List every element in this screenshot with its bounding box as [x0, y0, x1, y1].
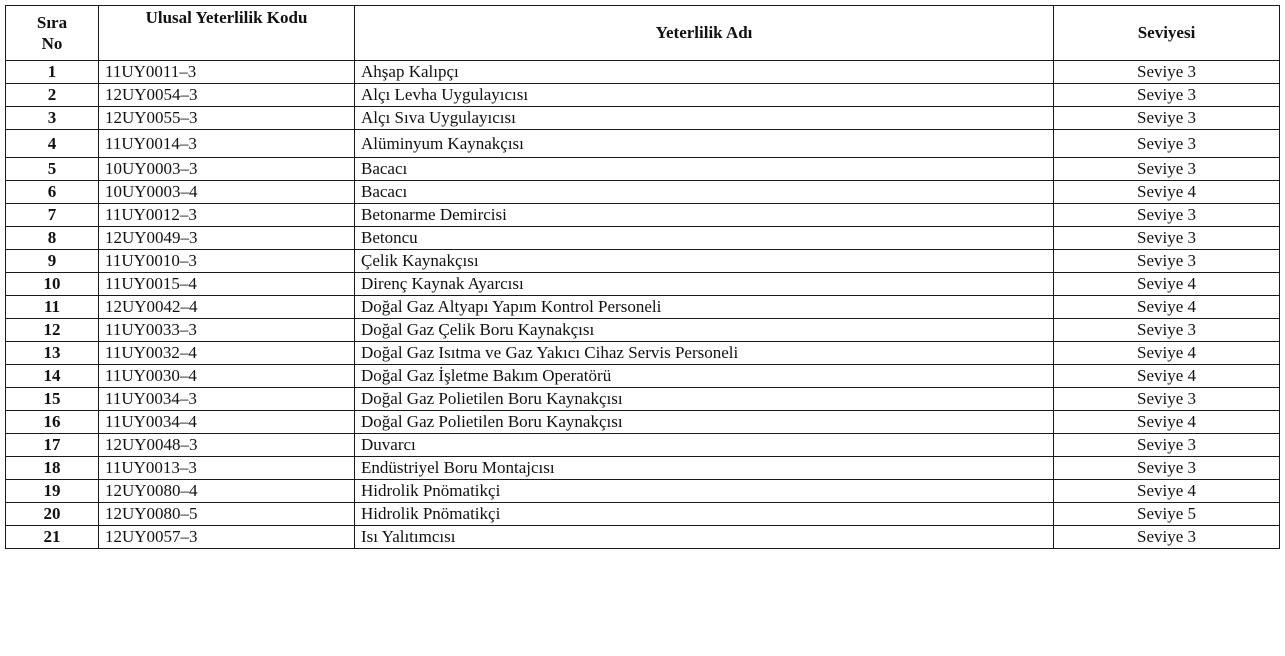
row-qualification-name: Direnç Kaynak Ayarcısı	[355, 273, 1054, 296]
table-row	[6, 365, 1280, 388]
row-sequence-no: 14	[6, 365, 99, 388]
row-sequence-no: 12	[6, 319, 99, 342]
row-level: Seviye 3	[1054, 84, 1280, 107]
qualifications-table	[5, 5, 1280, 549]
header-level: Seviyesi	[1054, 6, 1280, 61]
table-row	[6, 227, 1280, 250]
row-level: Seviye 5	[1054, 503, 1280, 526]
row-level: Seviye 4	[1054, 365, 1280, 388]
row-qualification-name: Doğal Gaz Altyapı Yapım Kontrol Personeli	[355, 296, 1054, 319]
header-qualification-name: Yeterlilik Adı	[355, 6, 1054, 61]
row-sequence-no: 13	[6, 342, 99, 365]
row-sequence-no: 1	[6, 61, 99, 84]
table-header	[6, 6, 1280, 61]
table-row	[6, 526, 1280, 549]
row-level: Seviye 4	[1054, 480, 1280, 503]
row-sequence-no: 15	[6, 388, 99, 411]
row-level: Seviye 4	[1054, 273, 1280, 296]
table-row	[6, 204, 1280, 227]
table-row	[6, 107, 1280, 130]
row-qualification-name: Doğal Gaz Polietilen Boru Kaynakçısı	[355, 388, 1054, 411]
row-qualification-name: Isı Yalıtımcısı	[355, 526, 1054, 549]
row-sequence-no: 17	[6, 434, 99, 457]
row-level: Seviye 4	[1054, 296, 1280, 319]
row-national-code: 10UY0003–3	[99, 158, 355, 181]
row-sequence-no: 18	[6, 457, 99, 480]
row-qualification-name: Doğal Gaz Isıtma ve Gaz Yakıcı Cihaz Servis Personeli	[355, 342, 1054, 365]
table-row	[6, 411, 1280, 434]
row-level: Seviye 3	[1054, 457, 1280, 480]
row-qualification-name: Betoncu	[355, 227, 1054, 250]
table-body	[6, 61, 1280, 549]
row-qualification-name: Alçı Sıva Uygulayıcısı	[355, 107, 1054, 130]
row-qualification-name: Doğal Gaz İşletme Bakım Operatörü	[355, 365, 1054, 388]
row-level: Seviye 3	[1054, 158, 1280, 181]
row-national-code: 12UY0054–3	[99, 84, 355, 107]
row-national-code: 11UY0010–3	[99, 250, 355, 273]
row-national-code: 11UY0034–4	[99, 411, 355, 434]
row-sequence-no: 4	[6, 130, 99, 158]
row-qualification-name: Bacacı	[355, 158, 1054, 181]
header-row	[6, 6, 1280, 61]
row-sequence-no: 3	[6, 107, 99, 130]
row-level: Seviye 3	[1054, 319, 1280, 342]
row-qualification-name: Doğal Gaz Polietilen Boru Kaynakçısı	[355, 411, 1054, 434]
row-sequence-no: 19	[6, 480, 99, 503]
row-sequence-no: 16	[6, 411, 99, 434]
table-row	[6, 130, 1280, 158]
row-qualification-name: Hidrolik Pnömatikçi	[355, 503, 1054, 526]
row-national-code: 11UY0030–4	[99, 365, 355, 388]
table-row	[6, 480, 1280, 503]
table-row	[6, 250, 1280, 273]
row-level: Seviye 4	[1054, 342, 1280, 365]
table-row	[6, 61, 1280, 84]
row-sequence-no: 5	[6, 158, 99, 181]
row-national-code: 11UY0033–3	[99, 319, 355, 342]
row-level: Seviye 3	[1054, 107, 1280, 130]
row-national-code: 12UY0057–3	[99, 526, 355, 549]
row-level: Seviye 3	[1054, 130, 1280, 158]
row-qualification-name: Endüstriyel Boru Montajcısı	[355, 457, 1054, 480]
row-national-code: 10UY0003–4	[99, 181, 355, 204]
row-qualification-name: Duvarcı	[355, 434, 1054, 457]
row-qualification-name: Betonarme Demircisi	[355, 204, 1054, 227]
row-sequence-no: 8	[6, 227, 99, 250]
row-national-code: 11UY0032–4	[99, 342, 355, 365]
row-national-code: 11UY0034–3	[99, 388, 355, 411]
row-sequence-no: 2	[6, 84, 99, 107]
table-row	[6, 319, 1280, 342]
header-sequence-no-line1: Sıra	[36, 13, 68, 32]
row-level: Seviye 4	[1054, 411, 1280, 434]
table-row	[6, 181, 1280, 204]
row-sequence-no: 10	[6, 273, 99, 296]
row-level: Seviye 3	[1054, 526, 1280, 549]
row-sequence-no: 21	[6, 526, 99, 549]
row-sequence-no: 9	[6, 250, 99, 273]
row-qualification-name: Alüminyum Kaynakçısı	[355, 130, 1054, 158]
header-sequence-no	[6, 6, 99, 61]
row-level: Seviye 3	[1054, 250, 1280, 273]
row-level: Seviye 3	[1054, 61, 1280, 84]
row-sequence-no: 7	[6, 204, 99, 227]
row-national-code: 12UY0055–3	[99, 107, 355, 130]
row-national-code: 12UY0049–3	[99, 227, 355, 250]
row-national-code: 11UY0015–4	[99, 273, 355, 296]
table-row	[6, 457, 1280, 480]
row-sequence-no: 6	[6, 181, 99, 204]
row-national-code: 12UY0080–4	[99, 480, 355, 503]
row-national-code: 11UY0013–3	[99, 457, 355, 480]
row-level: Seviye 3	[1054, 227, 1280, 250]
row-qualification-name: Çelik Kaynakçısı	[355, 250, 1054, 273]
row-level: Seviye 4	[1054, 181, 1280, 204]
table-row	[6, 296, 1280, 319]
row-qualification-name: Bacacı	[355, 181, 1054, 204]
row-national-code: 11UY0011–3	[99, 61, 355, 84]
table-row	[6, 503, 1280, 526]
table-row	[6, 84, 1280, 107]
row-level: Seviye 3	[1054, 388, 1280, 411]
row-sequence-no: 20	[6, 503, 99, 526]
row-qualification-name: Hidrolik Pnömatikçi	[355, 480, 1054, 503]
row-sequence-no: 11	[6, 296, 99, 319]
table-row	[6, 388, 1280, 411]
row-qualification-name: Ahşap Kalıpçı	[355, 61, 1054, 84]
row-national-code: 12UY0048–3	[99, 434, 355, 457]
header-national-code: Ulusal Yeterlilik Kodu	[99, 6, 355, 61]
table-row	[6, 273, 1280, 296]
row-level: Seviye 3	[1054, 434, 1280, 457]
row-national-code: 11UY0014–3	[99, 130, 355, 158]
row-qualification-name: Alçı Levha Uygulayıcısı	[355, 84, 1054, 107]
table-row	[6, 342, 1280, 365]
header-sequence-no-line2: No	[41, 34, 63, 53]
row-national-code: 12UY0042–4	[99, 296, 355, 319]
row-qualification-name: Doğal Gaz Çelik Boru Kaynakçısı	[355, 319, 1054, 342]
row-national-code: 11UY0012–3	[99, 204, 355, 227]
table-row	[6, 158, 1280, 181]
table-row	[6, 434, 1280, 457]
row-national-code: 12UY0080–5	[99, 503, 355, 526]
row-level: Seviye 3	[1054, 204, 1280, 227]
